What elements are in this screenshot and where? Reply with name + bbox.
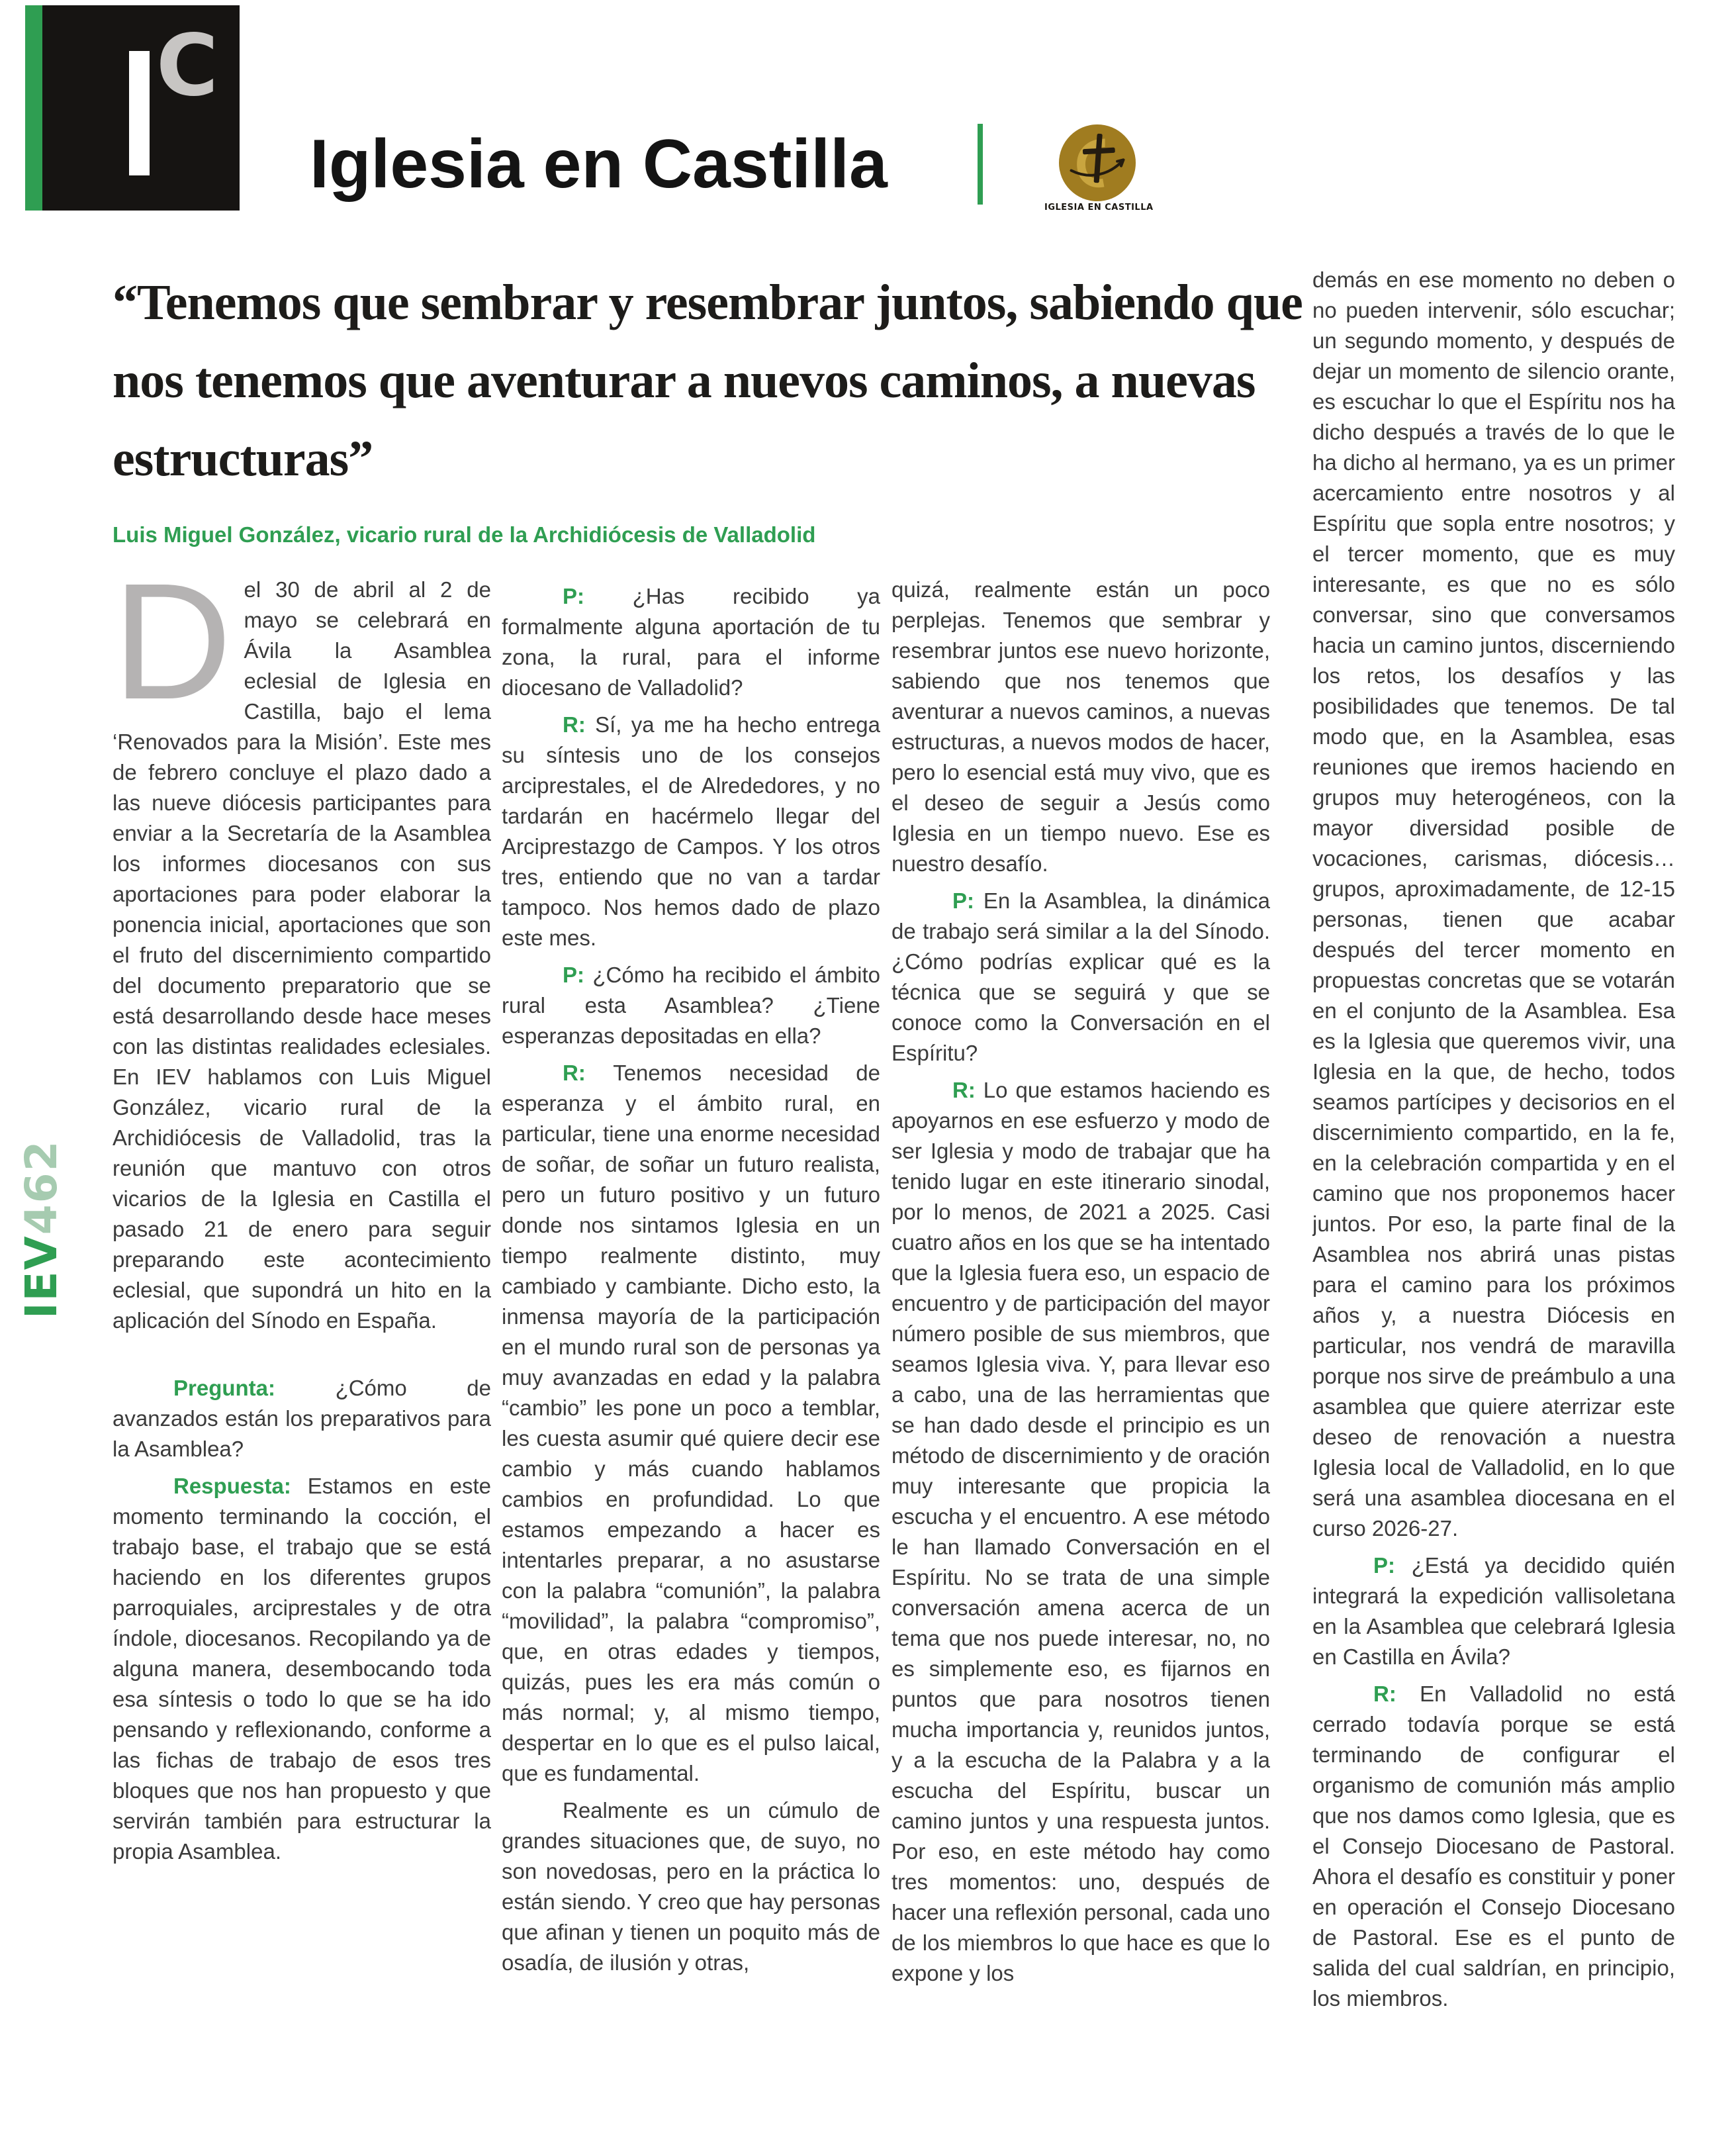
qa-label: Pregunta:	[173, 1376, 336, 1400]
section-title: Iglesia en Castilla	[310, 126, 888, 203]
qa-label: P:	[952, 888, 983, 913]
masthead-green-strip	[25, 5, 42, 211]
paragraph: P: ¿Cómo ha recibido el ámbito rural esta Asamblea? ¿Tiene esperanzas depositadas en ella?	[502, 963, 880, 1048]
paragraph: Pregunta: ¿Cómo de avanzados están los preparativos para la Asamblea?	[113, 1376, 491, 1461]
byline: Luis Miguel González, vicario rural de la Archidiócesis de Valladolid	[113, 522, 816, 547]
logo-letter-c: C	[156, 17, 218, 115]
paragraph: R: Tenemos necesidad de esperanza y el ámbito rural, en particular, tiene una enorme necesidad de soñar, de soñar un futuro realista, pero un futuro positivo y un futuro donde nos sintamos Iglesia en un tiempo realmente distinto, muy cambiado y cambiante. Dicho esto, la inmensa mayoría de la participación en el mundo rural son de personas ya muy avanzadas en edad y la palabra “cambio” les pone un poco a temblar, les cuesta asumir qué quiere decir ese cambio y más cuando hablamos cambios en profundidad. Lo que estamos empezando a hacer es intentarles preparar, a no asustarse con la palabra “comunión”, la palabra “movilidad”, la palabra “compromiso”, que, en otras edades y tiempos, quizás, pues les era más común o más normal; y, al mismo tiempo, despertar en lo que es el pulso laical, que es fundamental.	[502, 1061, 880, 1785]
paragraph: P: ¿Has recibido ya formalmente alguna aportación de tu zona, la rural, para el informe diocesano de Valladolid?	[502, 584, 880, 700]
qa-label: R:	[563, 712, 596, 737]
paragraph: Respuesta: Estamos en este momento terminando la cocción, el trabajo base, el trabajo que se está haciendo en los diferentes grupos parroquiales, arciprestales y de otra índole, diocesanos. Recopilando ya de alguna manera, desembocando toda esa síntesis o todo lo que se ha ido pensando y reflexionando, conforme a las fichas de trabajo de esos tres bloques que nos han propuesto y que servirán también para estructurar la propia Asamblea.	[113, 1474, 491, 1864]
iglesia-en-castilla-logo-icon	[1059, 124, 1136, 201]
qa-label: Respuesta:	[173, 1474, 308, 1498]
paragraph: quizá, realmente están un poco perplejas. Tenemos que sembrar y resembrar juntos ese nuevo horizonte, sabiendo que nos tenemos que aventurar a nuevos caminos, a nuevas estructuras, a nuevos modos de hacer, pero lo esencial está muy vivo, que es el deseo de seguir a Jesús como Iglesia en un tiempo nuevo. Ese es nuestro desafío.	[891, 577, 1270, 876]
qa-label: R:	[1373, 1682, 1420, 1706]
paragraph: demás en ese momento no deben o no pueden intervenir, sólo escuchar; un segundo momento, y después de dejar un momento de silencio orante, es escuchar lo que el Espíritu nos ha dicho después a través de lo que le ha dicho al hermano, ya es un primer acercamiento entre nosotros y al Espíritu que sopla entre nosotros; y el tercer momento, que es muy interesante, es que no es sólo conversar, sino que conversamos hacia un camino juntos, discerniendo los retos, los desafíos y las posibilidades que tenemos. De tal modo que, en la Asamblea, esas reuniones que iremos haciendo en grupos muy heterogéneos, con la mayor diversidad posible de vocaciones, carismas, diócesis… grupos, aproximadamente, de 12-15 personas, tienen que acabar después del tercer momento en propuestas concretas que se votarán en el conjunto de la Asamblea. Esa es la Iglesia que queremos vivir, una Iglesia en la que, de hecho, todos seamos partícipes y decisorios en el discernimiento compartido, en la fe, en la celebración compartida y en el camino que nos proponemos hacer juntos. Por eso, la parte final de la Asamblea nos abrirá unas pistas para el camino para los próximos años y, a nuestra Diócesis en particular, nos vendrá de maravilla porque nos sirve de preámbulo a una asamblea que quiere aterrizar este deseo de renovación a nuestra Iglesia local de Valladolid, en lo que será una asamblea diocesana en el curso 2026-27.	[1312, 267, 1675, 1541]
qa-label: P:	[563, 963, 593, 987]
paragraph: P: En la Asamblea, la dinámica de trabajo será similar a la del Sínodo. ¿Cómo podrías explicar qué es la técnica que se seguirá y que se conoce como la Conversación en el Espíritu?	[891, 888, 1270, 1065]
paragraph: Realmente es un cúmulo de grandes situaciones que, de suyo, no son novedosas, pero en la práctica lo están siendo. Y creo que hay personas que afinan y tienen un poquito más de osadía, de ilusión y otras,	[502, 1798, 880, 1975]
qa-label: P:	[563, 584, 633, 608]
logo-letter-i	[129, 51, 150, 175]
paragraph: R: En Valladolid no está cerrado todavía porque se está terminando de configurar el organismo de comunión más amplio que nos damos como Iglesia, que es el Consejo Diocesano de Pastoral. Ahora el desafío es constituir y poner en operación el Consejo Diocesano de Pastoral. Ese es el punto de salida del cual saldrían, en principio, los miembros.	[1312, 1682, 1675, 2011]
paragraph: R: Lo que estamos haciendo es apoyarnos en ese esfuerzo y modo de ser Iglesia y modo de trabajar que ha tenido lugar en este itinerario sinodal, por lo menos, de 2021 a 2025. Casi cuatro años en los que se ha intentado que la Iglesia fuera eso, un espacio de encuentro y de participación del mayor número posible de sus miembros, que seamos Iglesia viva. Y, para llevar eso a cabo, una de las herramientas que se han dado desde el principio es un método de discernimiento y de oración muy interesante que propicia la escucha y el encuentro. A ese método le han llamado Conversación en el Espíritu. No se trata de una simple conversación amena acerca de un tema que nos puede interesar, no, no es simplemente eso, es fijarnos en puntos que para nosotros tienen mucha importancia y, reunidos juntos, y a la escucha de la Palabra y a la escucha del Espíritu, buscar un camino juntos y una respuesta juntos. Por eso, en este método hay como tres momentos: uno, después de hacer una reflexión personal, cada uno de los miembros lo que hace es que lo expone y los	[891, 1078, 1270, 1985]
qa-label: R:	[563, 1061, 614, 1085]
article-column-4	[1312, 265, 1675, 2117]
badge-caption: IGLESIA EN CASTILLA	[1044, 203, 1154, 213]
paragraph: Del 30 de abril al 2 de mayo se celebrará en Ávila la Asamblea eclesial de Iglesia en Castilla, bajo el lema ‘Renovados para la Misión’. Este mes de febrero concluye el plazo dado a las nueve diócesis participantes para enviar a la Secretaría de la Asamblea los informes diocesanos con sus aportaciones para poder elaborar la ponencia inicial, aportaciones que son el fruto del discernimiento compartido del documento preparatorio que se está desarrollando desde hace meses con las distintas realidades eclesiales. En IEV hablamos con Luis Miguel González, vicario rural de la Archidiócesis de Valladolid, tras la reunión que mantuvo con otros vicarios de la Iglesia en Castilla el pasado 21 de enero para seguir preparando este acontecimiento eclesial, que supondrá un hito en la aplicación del Sínodo en España.	[113, 575, 491, 1333]
qa-label: P:	[1373, 1553, 1412, 1578]
article-column-3	[891, 575, 1270, 2117]
dropcap-letter: D	[113, 575, 232, 734]
issue-code: IEV	[16, 1235, 67, 1319]
article-column-2	[502, 575, 880, 2117]
paragraph: R: Sí, ya me ha hecho entrega su síntesis uno de los consejos arciprestales, el de Alrededores, y no tardarán en hacérmelo llegar del Arciprestazgo de Campos. Y los otros tres, entiendo que no van a tardar tampoco. Nos hemos dado de plazo este mes.	[502, 712, 880, 950]
issue-tag	[16, 1139, 67, 1319]
issue-number: 462	[16, 1139, 67, 1235]
paragraph: P: ¿Está ya decidido quién integrará la expedición vallisoletana en la Asamblea que celebrará Iglesia en Castilla en Ávila?	[1312, 1553, 1675, 1669]
headline-block	[113, 263, 1310, 548]
iev-section-logo	[42, 5, 240, 211]
article-column-1	[113, 575, 491, 2117]
masthead-divider	[978, 124, 983, 205]
iglesia-en-castilla-badge	[1044, 124, 1154, 213]
headline: “Tenemos que sembrar y resembrar juntos, sabiendo que nos tenemos que aventurar a nuevos caminos, a nuevas estructuras”	[113, 275, 1302, 487]
qa-label: R:	[952, 1078, 983, 1102]
